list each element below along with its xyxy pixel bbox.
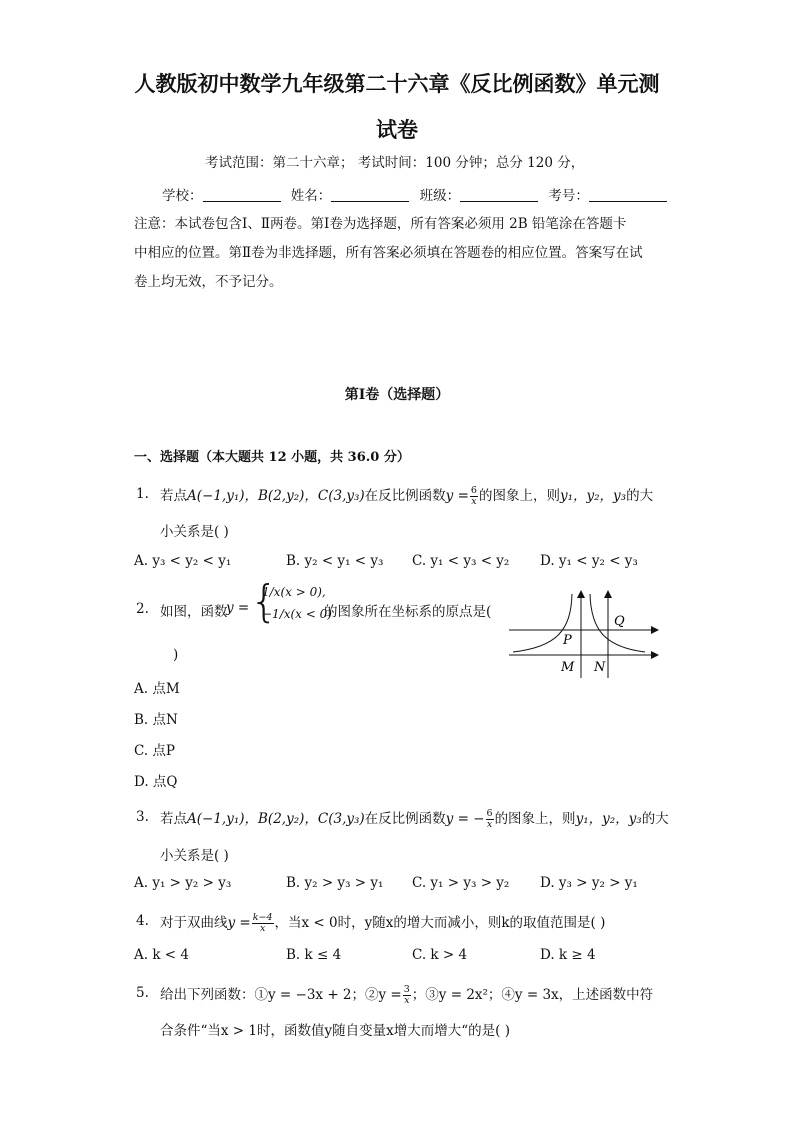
arrow-lower	[651, 651, 659, 659]
option-c[interactable]: C. k > 4	[412, 947, 468, 963]
fraction: $\frac{k-4}{x}$	[252, 912, 273, 934]
student-fields	[162, 184, 673, 204]
fraction: $\frac{6}{x}$	[470, 485, 477, 507]
option-c[interactable]: C. y₁ < y₃ < y₂	[412, 553, 510, 569]
class-blank[interactable]	[460, 187, 538, 202]
fraction: $\frac{3}{x}$	[403, 984, 410, 1006]
question-number: 5.	[136, 985, 149, 1001]
section-title: 第Ⅰ卷（选择题）	[344, 387, 450, 403]
option-b[interactable]: B. 点N	[134, 712, 178, 728]
question-5-stem: 给出下列函数：①y = −3x + 2；②y = $\frac{3}{x}$ ；③y = 2x²；④y = 3x，上述函数中符	[160, 984, 654, 1006]
exam-title-line1: 人教版初中数学九年级第二十六章《反比例函数》单元测	[134, 72, 660, 96]
examno-blank[interactable]	[589, 187, 667, 202]
name-blank[interactable]	[331, 187, 409, 202]
option-d[interactable]: D. k ≥ 4	[540, 947, 596, 963]
fraction: $\frac{6}{x}$	[486, 808, 493, 830]
option-a[interactable]: A. y₃ < y₂ < y₁	[134, 553, 232, 569]
option-a[interactable]: A. k < 4	[134, 947, 189, 963]
notice-line: 中相应的位置。第Ⅱ卷为非选择题，所有答案必须填在答题卷的相应位置。答案写在试	[134, 245, 643, 261]
question-3-stem-line2: 小关系是( )	[160, 848, 229, 864]
point-label-n: N	[594, 660, 606, 675]
question-1-stem: 若点A(−1,y₁)，B(2,y₂)，C(3,y₃)在反比例函数y = $\frac{6}{x}$ 的图象上，则y₁，y₂，y₃的大	[160, 485, 654, 507]
name-field-label: 姓名：	[290, 188, 332, 204]
option-b[interactable]: B. y₂ > y₃ > y₁	[286, 875, 384, 891]
point-label-p: P	[563, 633, 572, 648]
question-number: 1.	[136, 486, 149, 502]
option-b[interactable]: B. y₂ < y₁ < y₃	[286, 553, 384, 569]
part-heading: 一、选择题（本大题共 12 小题，共 36.0 分）	[134, 450, 410, 465]
option-c[interactable]: C. y₁ > y₃ > y₂	[412, 875, 510, 891]
examno-field-label: 考号：	[548, 188, 589, 204]
arrow-right	[604, 590, 612, 598]
question-number: 4.	[136, 913, 149, 929]
question-1-stem-line2: 小关系是( )	[160, 524, 229, 540]
piecewise-case-1: 1/x(x > 0),	[262, 585, 326, 599]
question-4-stem: 对于双曲线y = $\frac{k-4}{x}$ ，当x < 0时，y随x的增大而减小，则k的取值范围是( )	[160, 912, 606, 934]
question-2-post: 的图象所在坐标系的原点是(	[324, 604, 492, 620]
school-field-label: 学校：	[162, 188, 203, 204]
exam-title-line2: 试卷	[376, 118, 418, 142]
arrow-upper	[651, 626, 659, 634]
piecewise-case-2: −1/x(x < 0)	[262, 607, 332, 621]
hyperbola-figure	[505, 590, 665, 685]
option-a[interactable]: A. y₁ > y₂ > y₃	[134, 875, 232, 891]
piecewise-brace: {	[250, 576, 278, 627]
option-d[interactable]: D. y₁ < y₂ < y₃	[540, 553, 638, 569]
option-c[interactable]: C. 点P	[134, 743, 176, 759]
school-blank[interactable]	[203, 187, 281, 202]
question-2-pre: 如图，函数	[160, 604, 228, 620]
point-label-q: Q	[614, 614, 625, 629]
option-b[interactable]: B. k ≤ 4	[286, 947, 342, 963]
class-field-label: 班级：	[419, 188, 461, 204]
notice-line: 卷上均无效，不予记分。	[134, 274, 283, 290]
notice-line: 注意：本试卷包含Ⅰ、Ⅱ两卷。第Ⅰ卷为选择题，所有答案必须用 2B 铅笔涂在答题卡	[134, 216, 627, 232]
piecewise-cases	[262, 581, 332, 625]
question-5-stem-line2: 合条件“当x > 1时，函数值y随自变量x增大而增大“的是( )	[160, 1023, 510, 1039]
question-2-func-lhs: y =	[226, 600, 250, 616]
option-d[interactable]: D. y₃ > y₂ > y₁	[540, 875, 638, 891]
question-3-stem: 若点A(−1,y₁)，B(2,y₂)，C(3,y₃)在反比例函数y = − $\frac{6}{x}$ 的图象上，则y₁，y₂，y₃的大	[160, 808, 669, 830]
arrow-left	[577, 590, 585, 598]
notice-block	[134, 210, 662, 297]
option-d[interactable]: D. 点Q	[134, 774, 178, 790]
point-label-m: M	[561, 660, 575, 675]
question-2-stem-line2: )	[173, 647, 179, 663]
option-a[interactable]: A. 点M	[134, 681, 180, 697]
question-number: 2.	[136, 601, 149, 617]
exam-info: 考试范围：第二十六章； 考试时间：100 分钟；总分 120 分，	[205, 155, 585, 171]
question-number: 3.	[136, 809, 149, 825]
